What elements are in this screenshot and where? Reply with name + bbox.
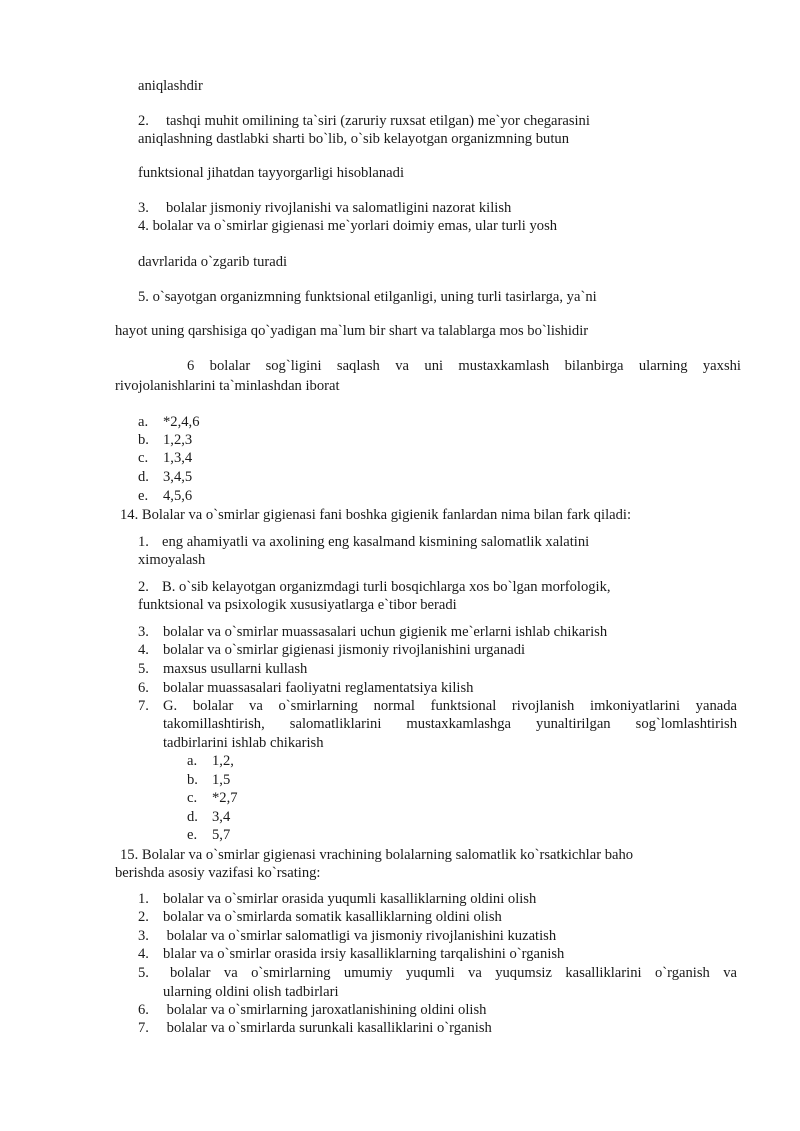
item-text: ularning oldini olish tadbirlari xyxy=(163,984,339,1000)
answer-text: 1,3,4 xyxy=(163,450,193,466)
item-text: bolalar va o`smirlarning jaroxatlanishining oldini olish xyxy=(163,1002,487,1018)
item-number: 6. xyxy=(138,680,149,696)
answer-option xyxy=(138,431,192,449)
answer-letter: d. xyxy=(187,809,198,825)
answer-letter: a. xyxy=(138,414,149,430)
list-item xyxy=(138,641,525,659)
text-line: aniqlashdir xyxy=(138,78,203,94)
list-item xyxy=(138,1019,492,1037)
item-number: 4. xyxy=(138,946,149,962)
answer-option xyxy=(138,449,192,467)
answer-letter: a. xyxy=(187,753,198,769)
item-text: bolalar va o`smirlarning umumiy yuqumli va yuqumsiz kasalliklarini o`rganish va xyxy=(170,965,737,981)
text-line: hayot uning qarshisiga qo`yadigan ma`lum bir shart va talablarga mos bo`lishidir xyxy=(115,323,589,339)
list-item xyxy=(138,927,556,945)
answer-option xyxy=(187,771,230,789)
text-line xyxy=(138,199,511,217)
item-text: bolalar muassasalari faoliyatni reglamentatsiya kilish xyxy=(163,680,474,696)
item-text: bolalar va o`smirlar gigienasi jismoniy rivojlanishini urganadi xyxy=(163,642,526,658)
item-text: tashqi muhit omilining ta`siri (zaruriy ruxsat etilgan) me`yor chegarasini xyxy=(166,113,590,129)
list-item xyxy=(138,890,536,908)
item-text: eng ahamiyatli va axolining eng kasalmand kismining salomatlik xalatini xyxy=(162,534,590,550)
answer-text: 1,2, xyxy=(212,753,234,769)
list-item xyxy=(138,1001,486,1019)
answer-letter: e. xyxy=(187,827,198,843)
answer-letter: c. xyxy=(138,450,149,466)
answer-letter: e. xyxy=(138,488,149,504)
text-line: ximoyalash xyxy=(138,552,206,568)
answer-text: 1,5 xyxy=(212,772,231,788)
answer-option xyxy=(187,789,238,807)
answer-text: 1,2,3 xyxy=(163,432,193,448)
answer-option xyxy=(187,752,234,770)
item-number: 3. xyxy=(138,624,149,640)
item-number: 6. xyxy=(138,1002,149,1018)
item-number: 7. xyxy=(138,1020,149,1036)
answer-option xyxy=(138,413,199,431)
answer-letter: b. xyxy=(187,772,198,788)
answer-option xyxy=(138,487,192,505)
item-number: 1. xyxy=(138,891,149,907)
list-item xyxy=(138,660,307,678)
answer-text: 4,5,6 xyxy=(163,488,193,504)
item-text: bolalar va o`smirlarda surunkali kasalliklarini o`rganish xyxy=(163,1020,492,1036)
text-line: funktsional jihatdan tayyorgarligi hisoblanadi xyxy=(138,165,405,181)
item-text: bolalar va o`smirlar muassasalari uchun gigienik me`erlarni ishlab chikarish xyxy=(163,624,608,640)
text-line: 5. o`sayotgan organizmning funktsional etilganligi, uning turli tasirlarga, ya`ni xyxy=(138,289,597,305)
item-number: 5. xyxy=(138,965,149,981)
text-line: aniqlashning dastlabki sharti bo`lib, o`sib kelayotgan organizmning butun xyxy=(138,131,569,147)
answer-text: 3,4,5 xyxy=(163,469,193,485)
list-item xyxy=(138,908,502,926)
text-line: davrlarida o`zgarib turadi xyxy=(138,254,288,270)
item-number: 2. xyxy=(138,909,149,925)
answer-text: *2,4,6 xyxy=(163,414,200,430)
item-number: 1. xyxy=(138,534,149,550)
item-number: 5. xyxy=(138,661,149,677)
item-text: blalar va o`smirlar orasida irsiy kasalliklarning tarqalishini o`rganish xyxy=(163,946,565,962)
item-text: maxsus usullarni kullash xyxy=(163,661,308,677)
item-number: 4. xyxy=(138,642,149,658)
list-item xyxy=(138,623,607,641)
item-text: bolalar va o`smirlar orasida yuqumli kasalliklarning oldini olish xyxy=(163,891,537,907)
item-number: 2. xyxy=(138,579,149,595)
item-number: 3. xyxy=(138,928,149,944)
list-item xyxy=(138,679,473,697)
item-text: G. bolalar va o`smirlarning normal funktsional rivojlanish imkoniyatlarini yanada xyxy=(163,698,737,714)
question-heading: 15. Bolalar va o`smirlar gigienasi vrachining bolalarning salomatlik ko`rsatkichlar baho xyxy=(120,847,634,863)
text-line xyxy=(138,578,611,596)
answer-option xyxy=(187,826,230,844)
answer-text: 5,7 xyxy=(212,827,231,843)
item-text: bolalar va o`smirlarda somatik kasalliklarning oldini olish xyxy=(163,909,502,925)
item-text: tadbirlarini ishlab chikarish xyxy=(163,735,324,751)
item-number: 3. xyxy=(138,200,149,216)
text-line xyxy=(138,112,590,130)
item-text: takomillashtirish, salomatliklarini mustaxkamlashga yunaltirilgan sog`lomlashtirish xyxy=(163,716,737,732)
text-line xyxy=(138,533,589,551)
item-number: 2. xyxy=(138,113,149,129)
text-line: funktsional va psixologik xususiyatlarga e`tibor beradi xyxy=(138,597,457,613)
answer-option xyxy=(187,808,230,826)
item-text: bolalar va o`smirlar salomatligi va jismoniy rivojlanishini kuzatish xyxy=(163,928,557,944)
answer-text: 3,4 xyxy=(212,809,231,825)
text-line: rivojolanishlarini ta`minlashdan iborat xyxy=(115,378,340,394)
item-number: 7. xyxy=(138,698,149,714)
item-text: B. o`sib kelayotgan organizmdagi turli bosqichlarga xos bo`lgan morfologik, xyxy=(162,579,611,595)
answer-letter: c. xyxy=(187,790,198,806)
item-text: bolalar jismoniy rivojlanishi va salomatligini nazorat kilish xyxy=(166,200,512,216)
answer-option xyxy=(138,468,192,486)
question-heading-cont: berishda asosiy vazifasi ko`rsating: xyxy=(115,865,321,881)
answer-letter: d. xyxy=(138,469,149,485)
question-heading: 14. Bolalar va o`smirlar gigienasi fani boshka gigienik fanlardan nima bilan fark qiladi: xyxy=(120,507,632,523)
text-line: 4. bolalar va o`smirlar gigienasi me`yorlari doimiy emas, ular turli yosh xyxy=(138,218,558,234)
answer-letter: b. xyxy=(138,432,149,448)
answer-text: *2,7 xyxy=(212,790,238,806)
text-line: 6 bolalar sog`ligini saqlash va uni mustaxkamlash bilanbirga ularning yaxshi xyxy=(187,358,741,374)
list-item xyxy=(138,945,564,963)
